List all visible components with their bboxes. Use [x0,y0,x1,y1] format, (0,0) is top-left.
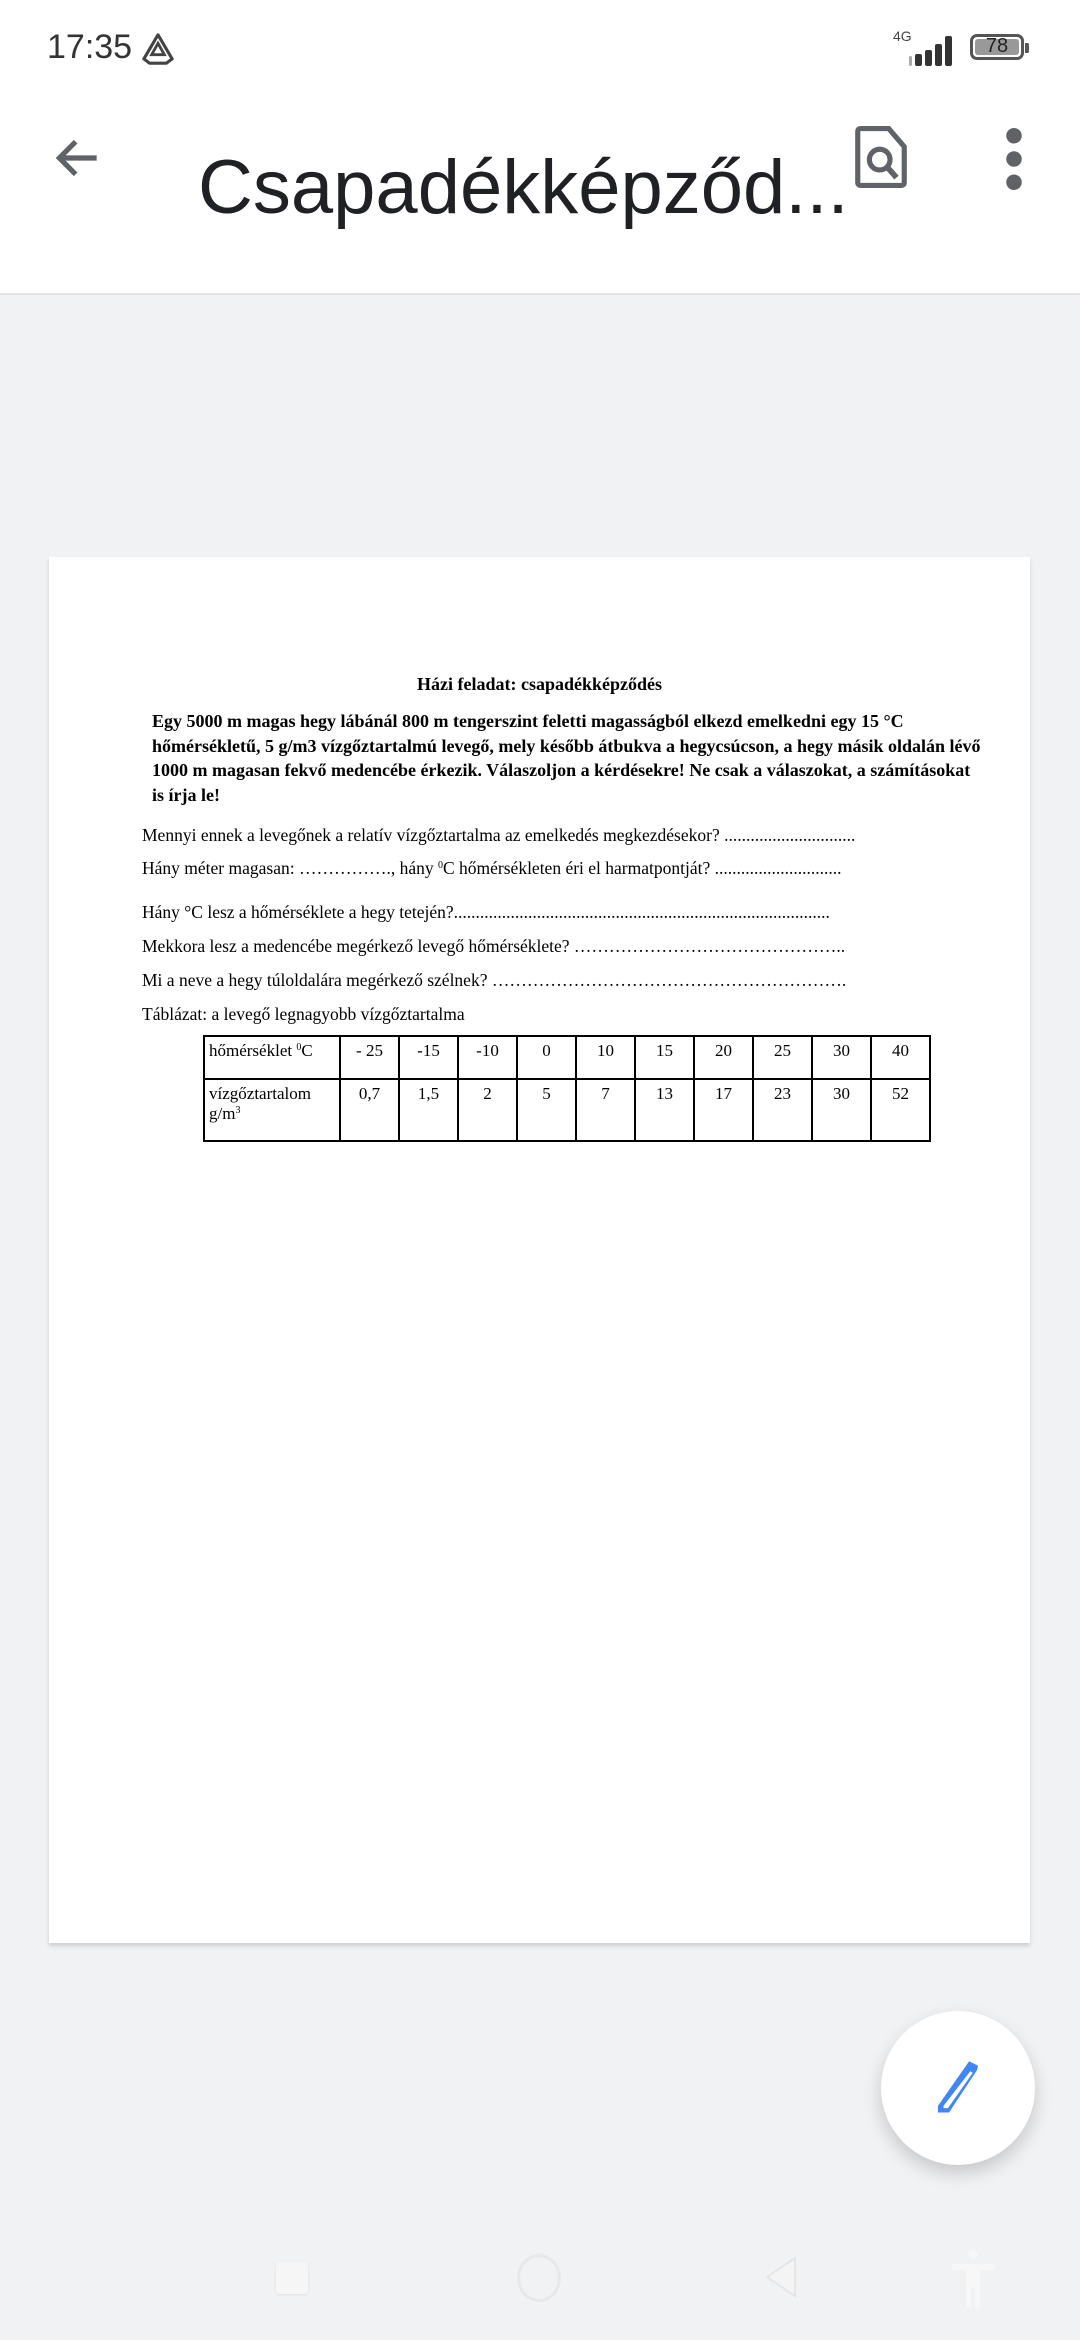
system-nav-bar [0,2230,1080,2340]
row-header-temperature: hőmérséklet $^0$C [204,1036,340,1079]
accessibility-icon[interactable] [948,2248,998,2310]
table-cell: 7 [576,1079,635,1141]
table-cell: 52 [871,1079,930,1141]
table-cell: 23 [753,1079,812,1141]
edit-button[interactable] [881,2011,1035,2165]
table-caption: Táblázat: a levegő legnagyobb vízgőztartalma [142,1004,465,1024]
table-cell: - 25 [340,1036,399,1079]
table-cell: 20 [694,1036,753,1079]
table-cell: -10 [458,1036,517,1079]
recents-icon[interactable] [276,2262,308,2294]
table-row-water-content [204,1079,930,1141]
status-time: 17:35 [47,28,133,66]
table-cell: 40 [871,1036,930,1079]
table-cell: 30 [812,1079,871,1141]
table-cell: 25 [753,1036,812,1079]
doc-heading: Házi feladat: csapadékképződés [417,674,662,694]
question-4: Mekkora lesz a medencébe megérkező levegő hőmérséklete? ……………………………………….. [142,936,846,956]
home-icon[interactable] [517,2254,561,2302]
question-1: Mennyi ennek a levegőnek a relatív vízgőztartalma az emelkedés megkezdésekor? .............................. [142,825,856,845]
table-cell: 15 [635,1036,694,1079]
app-bar [0,100,1080,295]
signal-icon [893,28,947,68]
table-cell: 10 [576,1036,635,1079]
table-cell: 0,7 [340,1079,399,1141]
battery-icon [970,34,1024,60]
battery-level: 78 [985,35,1009,57]
water-vapor-table [203,1035,931,1142]
degree-sup: 0 [437,860,443,871]
question-3: Hány °C lesz a hőmérséklete a hegy tetején?...................................................................................... [142,902,830,922]
row-header-water-content: vízgőztartalom $g/m^3$ [204,1079,340,1141]
document-title: Csapadékképződ... [198,145,849,230]
table-row-temperature [204,1036,930,1079]
document-search-icon[interactable] [855,126,907,188]
status-bar [0,0,1080,100]
table-cell: 1,5 [399,1079,458,1141]
document-page[interactable] [49,557,1030,1943]
more-vert-icon[interactable] [1000,128,1028,190]
question-2-rest: C hőmérsékleten éri el harmatpontját? ............................. [442,858,842,878]
table-cell: 2 [458,1079,517,1141]
table-cell: 30 [812,1036,871,1079]
back-arrow-icon[interactable] [50,130,106,186]
question-2 [142,858,842,879]
edit-pencil-icon [931,2059,985,2117]
network-type: 4G [893,28,912,44]
table-cell: 17 [694,1079,753,1141]
drive-icon [141,32,175,66]
table-cell: 5 [517,1079,576,1141]
back-icon[interactable] [763,2256,797,2298]
table-cell: 13 [635,1079,694,1141]
question-5: Mi a neve a hegy túloldalára megérkező szélnek? ……………………………………………………. [142,970,847,990]
doc-intro: Egy 5000 m magas hegy lábánál 800 m tengerszint feletti magasságból elkezd emelkedni egy 15 °C hőmérsékletű, 5 g/m3 vízgőztartalmú levegő, mely később átbukva a hegycsúcson, a hegy másik oldalán lévő 1000 m magasan fekvő medencébe érkezik. Válaszoljon a kérdésekre! Ne csak a válaszokat, a számításokat is írja le! [152,711,981,805]
table-cell: 0 [517,1036,576,1079]
table-cell: -15 [399,1036,458,1079]
question-2-text: Hány méter magasan: ……………., hány [142,858,438,878]
